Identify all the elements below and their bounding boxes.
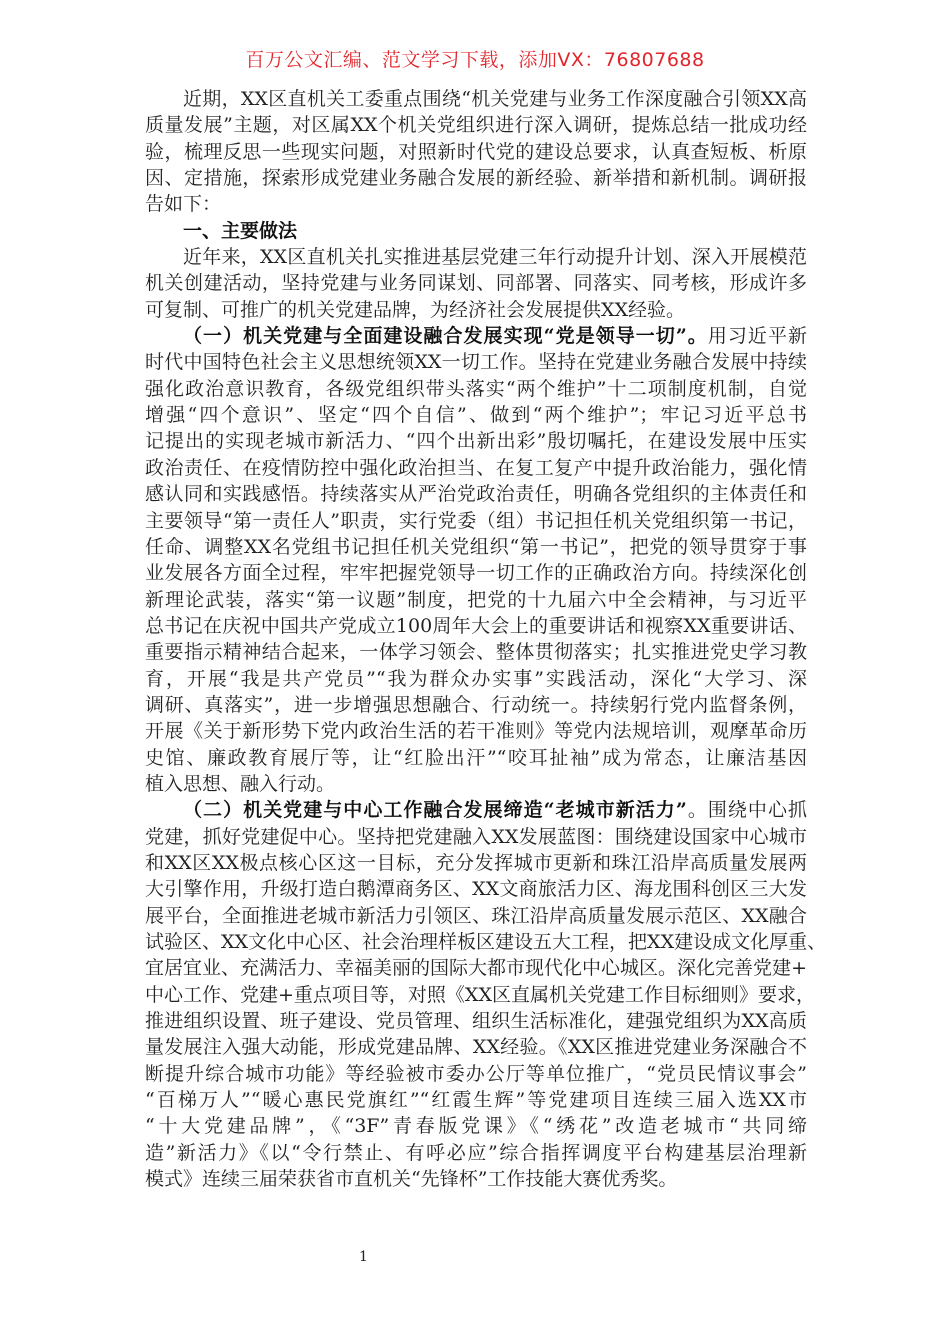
line-text: 可复制、可推广的机关党建品牌，为经济社会发展提供XX经验。 bbox=[145, 298, 686, 321]
line-text: 告如下： bbox=[145, 193, 222, 216]
line-text: “百梯万人”“暖心惠民党旗红”“红霞生辉”等党建项目连续三届入选XX市 bbox=[145, 1089, 807, 1112]
text-line bbox=[145, 1140, 807, 1166]
line-text: 开展《关于新形势下党内政治生活的若干准则》等党内法规培训，观摩革命历 bbox=[145, 720, 807, 743]
text-line bbox=[145, 982, 815, 1008]
line-text: 新理论武装，落实“第一议题”制度，把党的十九届六中全会精神，与习近平 bbox=[145, 588, 807, 611]
line-text: 主要领导“第一责任人”职责，实行党委（组）书记担任机关党组织第一书记， bbox=[145, 509, 807, 532]
line-text: 断提升综合城市功能》等经验被市委办公厅等单位推广，“党员民情议事会” bbox=[145, 1062, 807, 1085]
text-line bbox=[145, 1061, 807, 1087]
line-text: 造”新活力》《以“令行禁止、有呼必应”综合指挥调度平台构建基层治理新 bbox=[145, 1141, 807, 1164]
text-line bbox=[145, 560, 807, 586]
line-text: 量发展注入强大动能，形成党建品牌、XX经验。《XX区推进党建业务深融合不 bbox=[145, 1036, 807, 1059]
line-text: 中心工作、党建+重点项目等，对照《XX区直属机关党建工作目标细则》要求， bbox=[145, 983, 815, 1006]
line-text: 展平台，全面推进老城市新活力引领区、珠江沿岸高质量发展示范区、XX融合 bbox=[145, 904, 807, 927]
text-line bbox=[145, 692, 807, 718]
text-line bbox=[145, 639, 807, 665]
text-line bbox=[145, 876, 807, 902]
line-text: 业发展各方面全过程，牢牢把握党领导一切工作的正确政治方向。持续深化创 bbox=[145, 562, 807, 585]
line-text: 强化政治意识教育，各级党组织带头落实“两个维护”十二项制度机制，自觉 bbox=[145, 377, 807, 400]
text-line bbox=[145, 481, 807, 507]
line-text: 模式》连续三届荣获省市直机关“先锋杯”工作技能大赛优秀奖。 bbox=[145, 1168, 678, 1191]
line-text: 质量发展”主题，对区属XX个机关党组织进行深入调研，提炼总结一批成功经 bbox=[145, 114, 807, 137]
line-text: 重要指示精神结合起来，一体学习领会、整体贯彻落实；扎实推进党史学习教 bbox=[145, 641, 807, 664]
bold-lead: （二）机关党建与中心工作融合发展缔造“老城市新活力” bbox=[183, 799, 687, 822]
line-text: “十大党建品牌”，《“3F”青春版党课》《“绣花”改造老城市“共同缔 bbox=[145, 1115, 807, 1138]
line-text: 。围绕中心抓 bbox=[686, 799, 807, 822]
line-text: 增强“四个意识”、坚定“四个自信”、做到“两个维护”；牢记习近平总书 bbox=[145, 404, 807, 427]
text-line bbox=[145, 139, 807, 165]
line-text: 记提出的实现老城市新活力、“四个出新出彩”殷切嘱托，在建设发展中压实 bbox=[145, 430, 807, 453]
bold-lead: （一）机关党建与全面建设融合发展实现“党是领导一切”。 bbox=[183, 325, 708, 348]
text-line bbox=[145, 86, 807, 112]
line-text: 机关创建活动，坚持党建与业务同谋划、同部署、同落实、同考核，形成许多 bbox=[145, 272, 807, 295]
line-text: 政治责任、在疫情防控中强化政治担当、在复工复产中提升政治能力，强化情 bbox=[145, 456, 807, 479]
line-text: 党建，抓好党建促中心。坚持把党建融入XX发展蓝图：围绕建设国家中心城市 bbox=[145, 825, 807, 848]
line-text: 因、定措施，探索形成党建业务融合发展的新经验、新举措和新机制。调研报 bbox=[145, 167, 807, 190]
line-text: 史馆、廉政教育展厅等，让“红脸出汗”“咬耳扯袖”成为常态，让廉洁基因 bbox=[145, 746, 807, 769]
line-text: 用习近平新 bbox=[707, 325, 807, 348]
watermark-banner: 百万公文汇编、范文学习下载，添加VX：76807688 bbox=[245, 49, 705, 71]
text-line bbox=[145, 587, 807, 613]
text-line bbox=[145, 534, 807, 560]
paragraph bbox=[145, 797, 827, 1192]
line-text: 宜居宜业、充满活力、幸福美丽的国际大都市现代化中心城区。深化完善党建+ bbox=[145, 957, 807, 980]
paragraph bbox=[145, 323, 807, 797]
text-line bbox=[145, 797, 807, 823]
text-line bbox=[145, 428, 807, 454]
line-text: 推进组织设置、班子建设、党员管理、组织生活标准化，建强党组织为XX高质 bbox=[145, 1010, 807, 1033]
text-line bbox=[145, 771, 807, 797]
text-line bbox=[145, 270, 807, 296]
page-number: 1 bbox=[359, 1249, 368, 1265]
text-line bbox=[145, 297, 807, 323]
line-text: 验，梳理反思一些现实问题，对照新时代党的建设总要求，认真查短板、析原 bbox=[145, 140, 807, 163]
line-text: 近期，XX区直机关工委重点围绕“机关党建与业务工作深度融合引领XX高 bbox=[183, 88, 807, 110]
text-line bbox=[145, 850, 807, 876]
line-text: 试验区、XX文化中心区、社会治理样板区建设五大工程，把XX建设成文化厚重、 bbox=[145, 931, 827, 953]
text-line bbox=[145, 1034, 807, 1060]
line-text: 育，开展“我是共产党员”“我为群众办实事”实践活动，深化“大学习、深 bbox=[145, 667, 807, 690]
line-text: 调研、真落实”，进一步增强思想融合、行动统一。持续躬行党内监督条例， bbox=[145, 693, 807, 716]
section-heading bbox=[145, 218, 807, 244]
text-line bbox=[145, 244, 807, 270]
text-line bbox=[145, 1166, 807, 1192]
text-line bbox=[145, 824, 807, 850]
line-text: 大引擎作用，升级打造白鹅潭商务区、XX文商旅活力区、海龙围科创区三大发 bbox=[145, 878, 807, 901]
text-line bbox=[145, 955, 807, 981]
document-body bbox=[145, 86, 827, 1192]
text-line bbox=[145, 1087, 807, 1113]
paragraph bbox=[145, 244, 807, 323]
text-line bbox=[145, 191, 807, 217]
line-text: 任命、调整XX名党组书记担任机关党组织“第一书记”，把党的领导贯穿于事 bbox=[145, 535, 807, 558]
text-line bbox=[145, 903, 807, 929]
text-line bbox=[145, 112, 807, 138]
line-text: 感认同和实践感悟。持续落实从严治党政治责任，明确各党组织的主体责任和 bbox=[145, 483, 807, 506]
line-text: 和XX区XX极点核心区这一目标，充分发挥城市更新和珠江沿岸高质量发展两 bbox=[145, 851, 807, 874]
text-line bbox=[145, 165, 807, 191]
text-line bbox=[145, 666, 807, 692]
text-line bbox=[145, 508, 807, 534]
paragraph bbox=[145, 86, 807, 218]
text-line bbox=[145, 349, 807, 375]
text-line bbox=[145, 455, 807, 481]
text-line bbox=[145, 929, 827, 955]
line-text: 植入思想、融入行动。 bbox=[145, 772, 336, 795]
line-text: 近年来，XX区直机关扎实推进基层党建三年行动提升计划、深入开展模范 bbox=[183, 246, 807, 269]
text-line bbox=[145, 1008, 807, 1034]
text-line bbox=[145, 613, 807, 639]
text-line bbox=[145, 402, 807, 428]
heading-text: 一、主要做法 bbox=[183, 219, 298, 242]
line-text: 时代中国特色社会主义思想统领XX一切工作。坚持在党建业务融合发展中持续 bbox=[145, 351, 807, 374]
text-line bbox=[145, 718, 807, 744]
line-text: 总书记在庆祝中国共产党成立100周年大会上的重要讲话和视察XX重要讲话、 bbox=[145, 614, 807, 637]
text-line bbox=[145, 376, 807, 402]
text-line bbox=[145, 1113, 807, 1139]
text-line bbox=[145, 745, 807, 771]
text-line bbox=[145, 323, 807, 349]
